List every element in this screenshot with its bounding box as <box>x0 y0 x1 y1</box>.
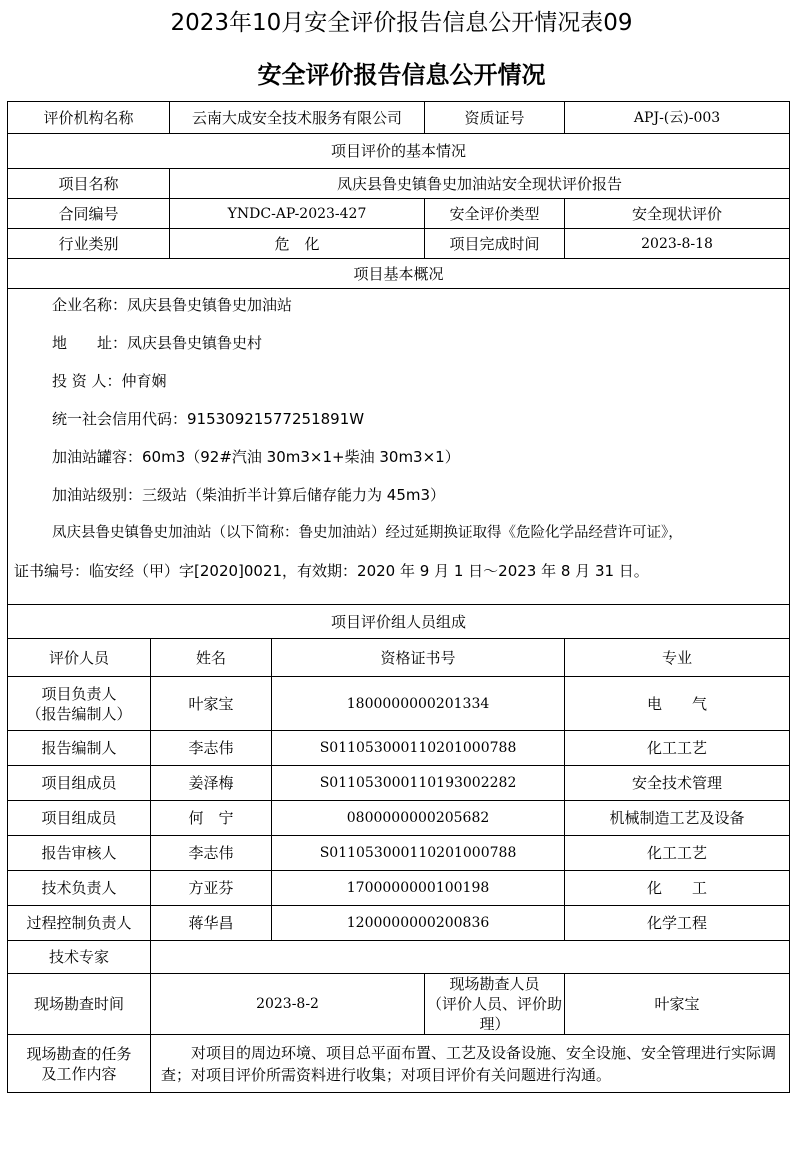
team-role: 项目组成员 <box>8 766 151 801</box>
col-header-cert: 资格证书号 <box>272 639 565 677</box>
team-cert: S011053000110201000788 <box>272 836 565 871</box>
expert-value <box>151 941 790 974</box>
project-name-value: 凤庆县鲁史镇鲁史加油站安全现状评价报告 <box>170 169 790 199</box>
survey-people-label <box>425 974 565 1035</box>
expert-label: 技术专家 <box>8 941 151 974</box>
expert-row <box>8 941 790 974</box>
team-role: 过程控制负责人 <box>8 906 151 941</box>
task-row <box>8 1035 790 1093</box>
document-title: 2023年10月安全评价报告信息公开情况表09 <box>170 10 633 36</box>
team-major: 电 气 <box>565 677 790 731</box>
team-role: 报告审核人 <box>8 836 151 871</box>
team-name: 姜泽梅 <box>151 766 272 801</box>
overview-line: 加油站罐容：60m3（92#汽油 30m3×1+柴油 30m3×1） <box>52 448 460 466</box>
task-label-line: 现场勘查的任务 <box>26 1044 132 1063</box>
survey-people-label-line: （评价人员、评价助理） <box>427 995 563 1033</box>
task-label <box>8 1035 151 1093</box>
team-major: 机械制造工艺及设备 <box>565 801 790 836</box>
team-row <box>8 766 790 801</box>
task-label-line: 及工作内容 <box>41 1064 117 1083</box>
overview-line: 统一社会信用代码：91530921577251891W <box>52 410 365 428</box>
col-header-major: 专业 <box>565 639 790 677</box>
section-title-team: 项目评价组人员组成 <box>8 605 790 639</box>
task-content: 对项目的周边环境、项目总平面布置、工艺及设备设施、安全设施、安全管理进行实际调查；对项目评价所需资料进行收集；对项目评价有关问题进行沟通。 <box>151 1035 790 1093</box>
overview-line: 加油站级别：三级站（柴油折半计算后储存能力为 45m3） <box>52 486 446 504</box>
team-role <box>8 677 151 731</box>
overview-paragraph-line: 证书编号：临安经（甲）字[2020]0021，有效期：2020 年 9 月 1 日～2023 年 8 月 31 日。 <box>14 562 649 580</box>
team-cert: 0800000000205682 <box>272 801 565 836</box>
team-cert: 1800000000201334 <box>272 677 565 731</box>
finish-time-value: 2023-8-18 <box>565 229 790 259</box>
team-cert: S011053000110193002282 <box>272 766 565 801</box>
contract-label: 合同编号 <box>8 199 170 229</box>
team-cert: 1700000000100198 <box>272 871 565 906</box>
team-name: 何 宁 <box>151 801 272 836</box>
project-name-label: 项目名称 <box>8 169 170 199</box>
eval-type-label: 安全评价类型 <box>425 199 565 229</box>
overview-paragraph-line: 凤庆县鲁史镇鲁史加油站（以下简称：鲁史加油站）经过延期换证取得《危险化学品经营许可证》， <box>52 525 683 541</box>
eval-type-value: 安全现状评价 <box>565 199 790 229</box>
team-role: 报告编制人 <box>8 731 151 766</box>
team-row <box>8 871 790 906</box>
team-role: 项目组成员 <box>8 801 151 836</box>
overview-body <box>8 289 790 605</box>
cert-value: APJ-(云)-003 <box>565 102 790 134</box>
team-role: 技术负责人 <box>8 871 151 906</box>
org-row <box>8 102 790 134</box>
col-header-role: 评价人员 <box>8 639 151 677</box>
document-subtitle: 安全评价报告信息公开情况 <box>257 61 546 89</box>
team-row <box>8 906 790 941</box>
team-row <box>8 677 790 731</box>
team-row <box>8 731 790 766</box>
team-major: 化 工 <box>565 871 790 906</box>
team-name: 李志伟 <box>151 836 272 871</box>
industry-value: 危 化 <box>170 229 425 259</box>
team-row <box>8 801 790 836</box>
team-name: 方亚芬 <box>151 871 272 906</box>
team-cert: 1200000000200836 <box>272 906 565 941</box>
overview-line: 投 资 人：仲育娴 <box>52 372 167 390</box>
team-major: 安全技术管理 <box>565 766 790 801</box>
team-row <box>8 836 790 871</box>
org-label: 评价机构名称 <box>8 102 170 134</box>
section-title-basic: 项目评价的基本情况 <box>8 134 790 169</box>
team-header-row <box>8 639 790 677</box>
team-name: 蒋华昌 <box>151 906 272 941</box>
team-role-line: （报告编制人） <box>26 704 132 723</box>
contract-value: YNDC-AP-2023-427 <box>170 199 425 229</box>
info-table <box>7 101 790 1093</box>
col-header-name: 姓名 <box>151 639 272 677</box>
survey-people-value: 叶家宝 <box>565 974 790 1035</box>
team-cert: S011053000110201000788 <box>272 731 565 766</box>
section-title-overview: 项目基本概况 <box>8 259 790 289</box>
survey-time-value: 2023-8-2 <box>151 974 425 1035</box>
survey-time-label: 现场勘查时间 <box>8 974 151 1035</box>
team-major: 化工工艺 <box>565 731 790 766</box>
finish-time-label: 项目完成时间 <box>425 229 565 259</box>
team-name: 李志伟 <box>151 731 272 766</box>
team-major: 化工工艺 <box>565 836 790 871</box>
org-value: 云南大成安全技术服务有限公司 <box>170 102 425 134</box>
overview-line: 企业名称：凤庆县鲁史镇鲁史加油站 <box>52 296 293 314</box>
survey-row <box>8 974 790 1035</box>
team-role-line: 项目负责人 <box>41 684 117 703</box>
team-major: 化学工程 <box>565 906 790 941</box>
cert-label: 资质证号 <box>425 102 565 134</box>
survey-people-label-line: 现场勘查人员 <box>449 975 540 993</box>
team-name: 叶家宝 <box>151 677 272 731</box>
industry-label: 行业类别 <box>8 229 170 259</box>
overview-line: 地 址：凤庆县鲁史镇鲁史村 <box>52 334 263 352</box>
